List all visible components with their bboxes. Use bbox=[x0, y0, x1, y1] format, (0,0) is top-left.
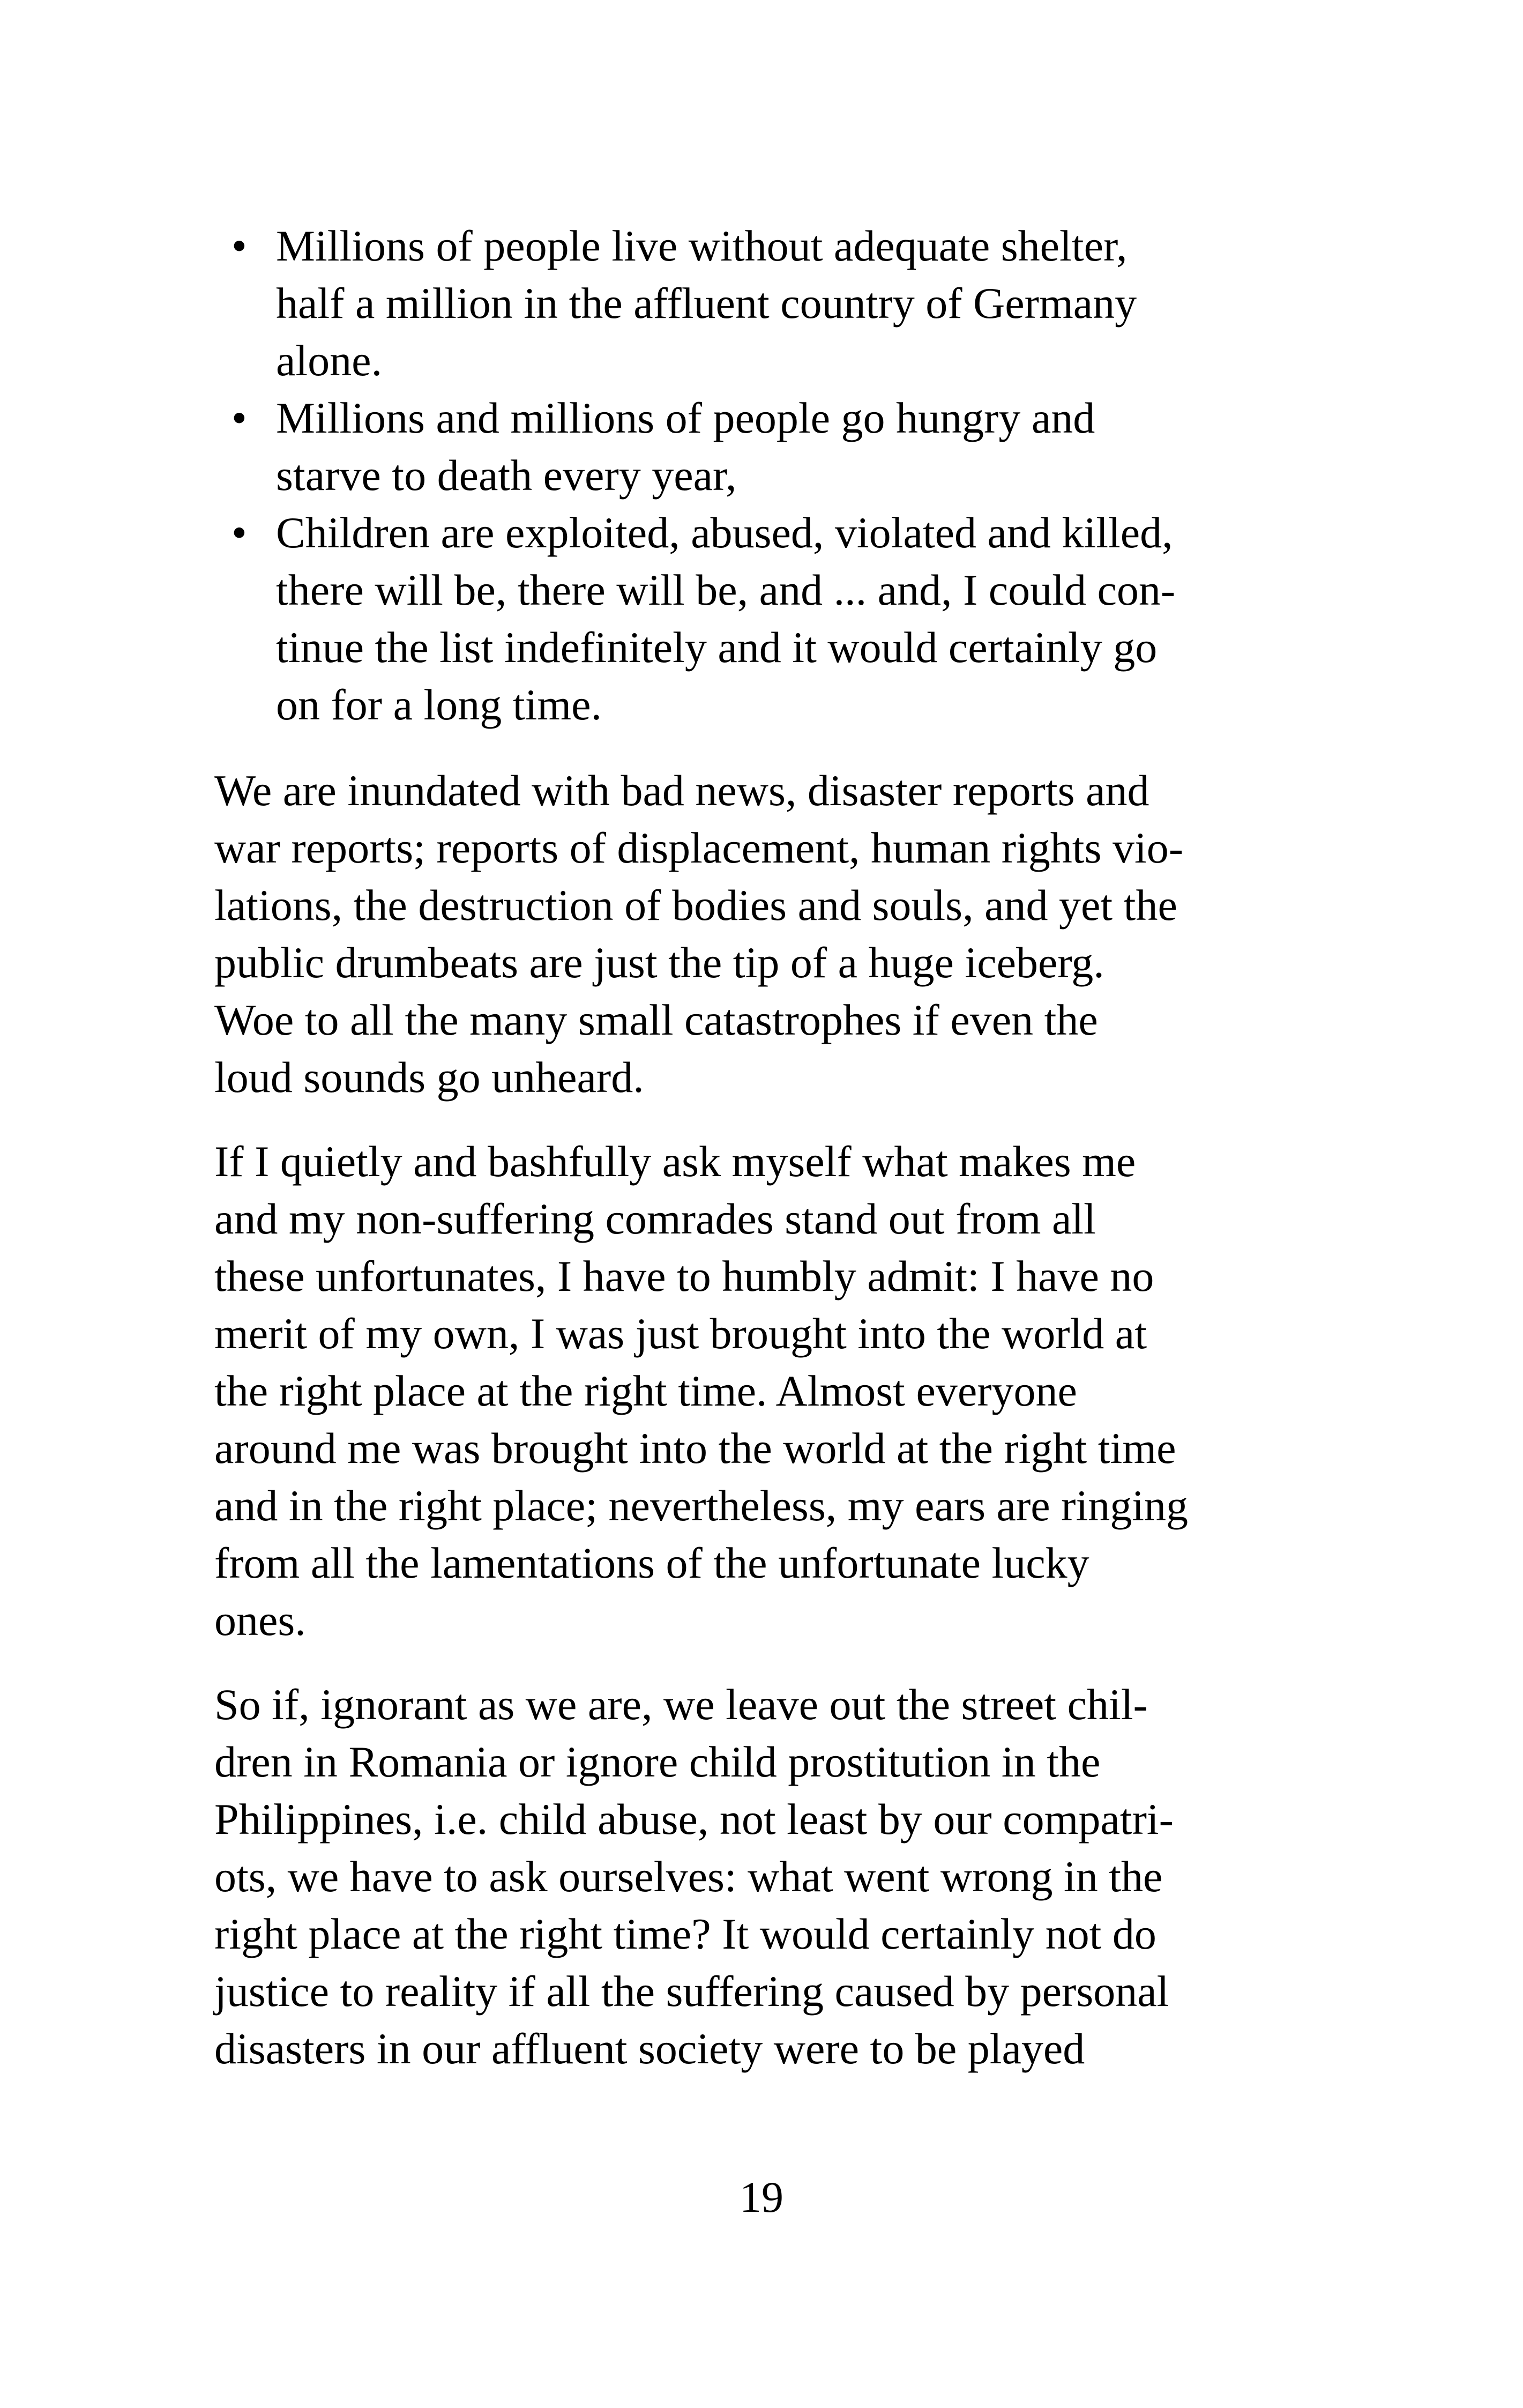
text-line: and in the right place; nevertheless, my ears are ringing bbox=[214, 1481, 1189, 1530]
text-line: We are inundated with bad news, disaster reports and bbox=[214, 766, 1149, 815]
text-line: lations, the destruction of bodies and souls, and yet the bbox=[214, 881, 1177, 930]
text-line: around me was brought into the world at the right time bbox=[214, 1424, 1176, 1473]
text-line: disasters in our affluent society were to be played bbox=[214, 2024, 1085, 2073]
text-line: alone. bbox=[276, 336, 383, 385]
bullet-item bbox=[214, 389, 1302, 504]
text-line: If I quietly and bashfully ask myself what makes me bbox=[214, 1137, 1136, 1186]
bullet-list bbox=[214, 217, 1302, 733]
text-line: Children are exploited, abused, violated and killed, bbox=[276, 508, 1173, 557]
text-line: ots, we have to ask ourselves: what went wrong in the bbox=[214, 1852, 1163, 1901]
body-text bbox=[214, 217, 1302, 2077]
paragraph bbox=[214, 1133, 1302, 1649]
text-line: there will be, there will be, and ... and, I could con- bbox=[276, 566, 1176, 614]
text-line: dren in Romania or ignore child prostitution in the bbox=[214, 1737, 1101, 1786]
bullet-icon: • bbox=[232, 508, 247, 557]
page-number: 19 bbox=[740, 2173, 783, 2221]
text-line: merit of my own, I was just brought into the world at bbox=[214, 1309, 1147, 1358]
text-line: loud sounds go unheard. bbox=[214, 1053, 644, 1102]
text-line: So if, ignorant as we are, we leave out the street chil- bbox=[214, 1680, 1148, 1729]
text-line: and my non-suffering comrades stand out from all bbox=[214, 1194, 1096, 1243]
paragraph bbox=[214, 1676, 1302, 2077]
text-line: war reports; reports of displacement, human rights vio- bbox=[214, 823, 1184, 872]
text-line: justice to reality if all the suffering caused by personal bbox=[214, 1967, 1169, 2016]
text-line: on for a long time. bbox=[276, 680, 602, 729]
text-line: these unfortunates, I have to humbly admit: I have no bbox=[214, 1252, 1154, 1300]
text-line: Philippines, i.e. child abuse, not least by our compatri- bbox=[214, 1795, 1174, 1844]
text-line: tinue the list indefinitely and it would certainly go bbox=[276, 623, 1158, 672]
text-line: ones. bbox=[214, 1596, 306, 1645]
text-line: starve to death every year, bbox=[276, 451, 737, 500]
text-line: half a million in the affluent country of Germany bbox=[276, 279, 1137, 328]
text-line: Millions and millions of people go hungry and bbox=[276, 393, 1095, 442]
text-line: Millions of people live without adequate shelter, bbox=[276, 221, 1128, 270]
text-line: from all the lamentations of the unfortunate lucky bbox=[214, 1539, 1089, 1587]
bullet-icon: • bbox=[232, 393, 247, 442]
text-line: public drumbeats are just the tip of a huge iceberg. bbox=[214, 938, 1104, 987]
text-line: the right place at the right time. Almost everyone bbox=[214, 1366, 1077, 1415]
paragraph bbox=[214, 762, 1302, 1106]
text-line: Woe to all the many small catastrophes if even the bbox=[214, 995, 1098, 1044]
bullet-icon: • bbox=[232, 221, 247, 270]
bullet-item bbox=[214, 504, 1302, 733]
bullet-item bbox=[214, 217, 1302, 389]
text-line: right place at the right time? It would certainly not do bbox=[214, 1909, 1156, 1958]
